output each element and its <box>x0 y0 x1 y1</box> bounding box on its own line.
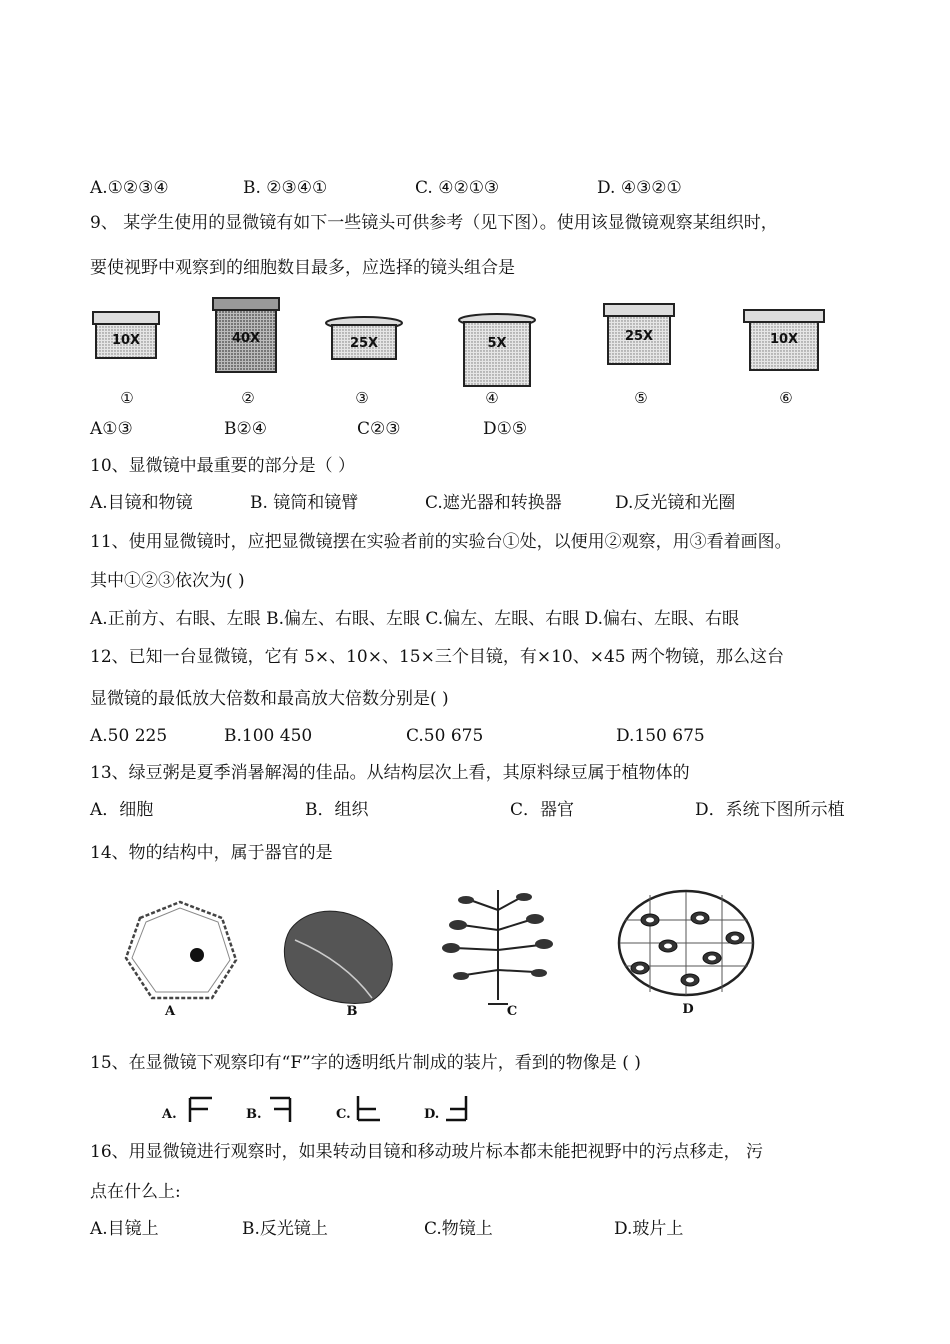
lens-1-number: ① <box>120 389 134 407</box>
q15-option-c-label: C. <box>336 1107 351 1122</box>
lens-6-number: ⑥ <box>779 389 793 407</box>
q13-text: 13、绿豆粥是夏季消暑解渴的佳品。从结构层次上看，其原料绿豆属于植物体的 <box>90 763 690 783</box>
lens-5-number: ⑤ <box>634 389 648 407</box>
q16-line1: 16、用显微镜进行观察时，如果转动目镜和移动玻片标本都未能把视野中的污点移走， 污 <box>90 1142 764 1162</box>
q16-line2: 点在什么上: <box>90 1182 181 1202</box>
q12-line2: 显微镜的最低放大倍数和最高放大倍数分别是( ) <box>90 689 449 709</box>
q10-option-b: B. 镜筒和镜臂 <box>250 493 359 513</box>
figure-c-label: C <box>506 1004 518 1019</box>
plant-structure-figure <box>0 880 950 1025</box>
q12-option-d: D.150 675 <box>616 726 705 746</box>
q9-line2: 要使视野中观察到的细胞数目最多，应选择的镜头组合是 <box>90 258 515 278</box>
q16-option-d: D.玻片上 <box>614 1219 684 1239</box>
q10-option-a: A.目镜和物镜 <box>90 493 193 513</box>
q13-option-b: B．组织 <box>305 800 369 820</box>
q15-option-d-label: D. <box>424 1107 440 1122</box>
q10-text: 10、显微镜中最重要的部分是（ ） <box>90 456 356 476</box>
q16-option-a: A.目镜上 <box>90 1219 159 1239</box>
q13-option-d: D．系统下图所示植 <box>695 800 845 820</box>
q15-option-b <box>246 1098 290 1122</box>
q15-option-b-label: B. <box>246 1107 262 1122</box>
figure-a-label: A <box>164 1004 176 1019</box>
lens-2 <box>213 298 279 407</box>
lens-2-number: ② <box>241 389 255 407</box>
lens-6 <box>744 310 824 407</box>
q8-option-b: B. ②③④① <box>243 178 328 198</box>
q8-option-c: C. ④②①③ <box>415 178 500 198</box>
figure-b-leaf <box>284 911 392 1019</box>
q11-line2: 其中①②③依次为( ) <box>90 571 245 591</box>
lens-5-label: 25X <box>624 329 654 344</box>
q9-line1: 9、 某学生使用的显微镜有如下一些镜头可供参考（见下图）。使用该显微镜观察某组织时， <box>90 213 778 233</box>
lens-3-number: ③ <box>355 389 369 407</box>
q12-option-c: C.50 675 <box>406 726 484 746</box>
lens-4 <box>459 314 535 407</box>
lens-1-label: 10X <box>111 333 141 348</box>
lens-4-number: ④ <box>485 389 499 407</box>
q16-option-c: C.物镜上 <box>424 1219 493 1239</box>
lens-figure <box>0 290 950 415</box>
q9-option-d: D①⑤ <box>483 419 528 439</box>
q9-option-c: C②③ <box>357 419 401 439</box>
lens-4-label: 5X <box>487 336 507 351</box>
q8-option-a: A.①②③④ <box>90 178 169 198</box>
q9-option-a: A①③ <box>90 419 133 439</box>
q12-option-b: B.100 450 <box>224 726 313 746</box>
figure-b-label: B <box>346 1004 358 1019</box>
lens-3-label: 25X <box>349 336 379 351</box>
lens-1 <box>93 312 159 407</box>
lens-3 <box>326 317 402 407</box>
q14-text: 14、物的结构中，属于器官的是 <box>90 843 333 863</box>
q11-line1: 11、使用显微镜时，应把显微镜摆在实验者前的实验台①处，以便用②观察，用③看着画图。 <box>90 532 792 552</box>
q9-option-b: B②④ <box>224 419 267 439</box>
figure-d-tissue <box>619 891 753 1017</box>
figure-c-plant <box>442 890 553 1019</box>
q10-option-c: C.遮光器和转换器 <box>425 493 562 513</box>
q13-option-c: C．器官 <box>510 800 575 820</box>
q12-option-a: A.50 225 <box>90 726 168 746</box>
figure-a-cell <box>126 902 236 1019</box>
q15-option-d <box>424 1096 466 1122</box>
figure-d-label: D <box>682 1002 694 1017</box>
q12-line1: 12、已知一台显微镜，它有 5×、10×、15×三个目镜，有×10、×45 两个物镜，那么这台 <box>90 647 785 667</box>
q15-option-a-label: A. <box>162 1107 177 1122</box>
q16-option-b: B.反光镜上 <box>242 1219 328 1239</box>
q10-option-d: D.反光镜和光圈 <box>615 493 736 513</box>
lens-6-label: 10X <box>769 332 799 347</box>
lens-5 <box>604 304 674 407</box>
q13-option-a: A．细胞 <box>90 800 154 820</box>
q11-options: A.正前方、右眼、左眼 B.偏左、右眼、左眼 C.偏左、左眼、右眼 D.偏右、左眼、右眼 <box>90 609 740 629</box>
f-letter-options <box>0 1090 950 1130</box>
q15-option-c <box>336 1096 380 1122</box>
q15-text: 15、在显微镜下观察印有“F”字的透明纸片制成的装片，看到的物像是 ( ) <box>90 1053 641 1073</box>
q15-option-a <box>161 1098 212 1122</box>
q8-option-d: D. ④③②① <box>597 178 682 198</box>
lens-2-label: 40X <box>231 331 261 346</box>
